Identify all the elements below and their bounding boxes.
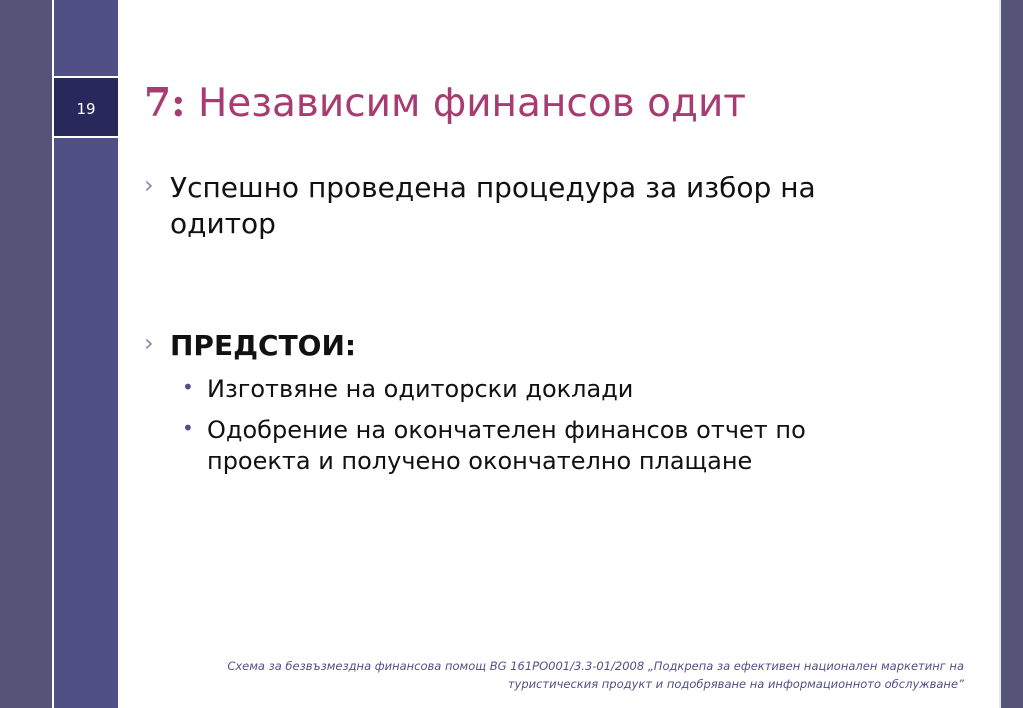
bullet-dot-icon: • — [182, 416, 194, 440]
footer-note — [180, 658, 964, 694]
right-decorative-stripe-light — [999, 0, 1001, 708]
bullet-text: Успешно проведена процедура за избор на одитор — [170, 171, 816, 240]
bullet-dot-icon: • — [182, 375, 194, 399]
sub-bullet-text: Изготвяне на одиторски доклади — [207, 375, 634, 403]
bullet-item — [144, 328, 904, 364]
sub-bullet-text: Одобрение на окончателен финансов отчет по проекта и получено окончателно плащане — [207, 416, 806, 476]
chevron-right-icon: › — [144, 329, 154, 357]
left-decorative-band — [0, 0, 52, 708]
footer-line: туристическия продукт и подобряване на информационното обслужване” — [507, 676, 964, 691]
title-number: 7: — [144, 80, 186, 126]
sub-bullet-item — [182, 374, 902, 405]
bullet-item — [144, 170, 904, 242]
title-text: Независим финансов одит — [197, 81, 747, 126]
chevron-right-icon: › — [144, 171, 154, 199]
footer-line: Схема за безвъзмездна финансова помощ BG 161PO001/3.3-01/2008 „Подкрепа за ефективен национален маркетинг на — [227, 659, 964, 673]
slide-title — [144, 82, 746, 126]
slide-number: 19 — [76, 100, 96, 118]
sub-bullet-item — [182, 415, 902, 477]
slide-number-box — [54, 76, 118, 138]
bullet-text: ПРЕДСТОИ: — [170, 329, 357, 362]
